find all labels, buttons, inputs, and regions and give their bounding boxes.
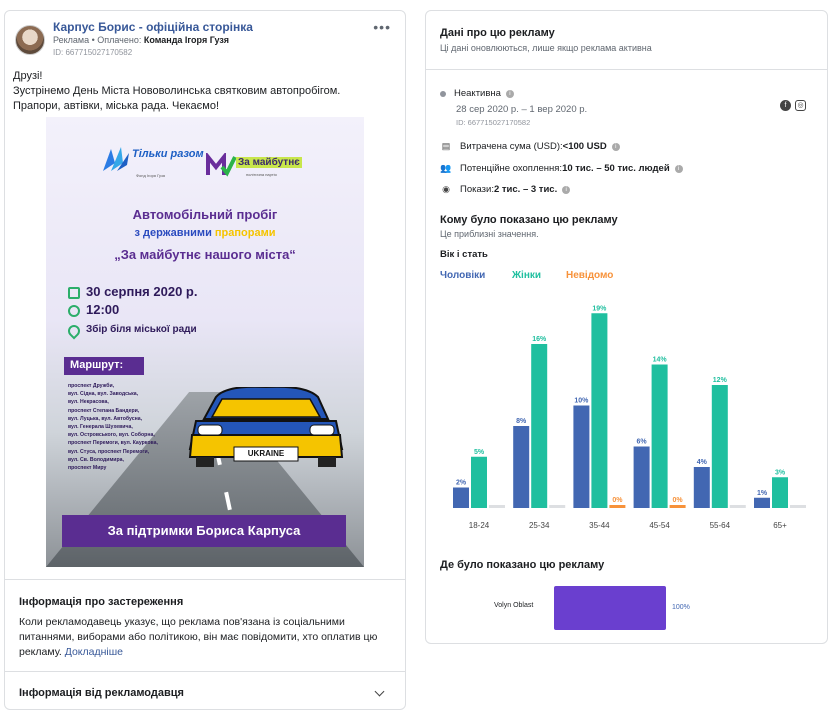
data-label: 2% xyxy=(455,479,467,487)
page-avatar[interactable] xyxy=(15,25,45,55)
poster-title-2b: прапорами xyxy=(214,227,276,239)
run-dates: 28 сер 2020 р. – 1 вер 2020 р. xyxy=(456,104,588,115)
post-text xyxy=(13,69,403,114)
more-options-button[interactable]: ••• xyxy=(373,19,391,35)
age-gender-label: Вік і стать xyxy=(440,249,488,260)
data-label: 0% xyxy=(672,497,683,504)
poster-title-2a: з державними xyxy=(134,227,215,239)
ad-creative-image[interactable] xyxy=(46,117,364,567)
advertiser-section[interactable] xyxy=(5,671,405,711)
bar-Чоловіки-35-44[interactable] xyxy=(573,406,589,509)
location-pin-icon xyxy=(66,323,83,340)
bar-Жінки-65+[interactable] xyxy=(772,477,788,508)
age-gender-chart xyxy=(426,289,827,539)
page-name-link[interactable]: Карпус Борис - офіційна сторінка xyxy=(53,20,253,34)
sponsored-prefix: Реклама • Оплачено: xyxy=(53,35,144,45)
location-bar[interactable] xyxy=(554,586,666,630)
data-label: 12% xyxy=(712,377,727,384)
impressions-value: 2 тис. – 3 тис. xyxy=(493,184,558,195)
za-maibutnie-logo-icon xyxy=(206,153,236,177)
x-tick-label: 18-24 xyxy=(468,521,490,530)
about-ad-title: Дані про цю рекламу xyxy=(440,27,555,39)
bar-Чоловіки-25-34[interactable] xyxy=(513,426,529,508)
bar-Чоловіки-18-24[interactable] xyxy=(453,488,469,509)
data-label: 19% xyxy=(592,305,607,313)
bar-Жінки-55-64[interactable] xyxy=(712,385,728,508)
poster-route-label: Маршрут: xyxy=(64,357,144,375)
clock-icon xyxy=(68,305,80,317)
poster-title-line3: „За майбутнє нашого міста“ xyxy=(114,247,296,262)
bar-Невідомо-45-54[interactable] xyxy=(670,505,686,508)
bar-Невідомо-35-44[interactable] xyxy=(609,505,625,508)
disclaimer-text xyxy=(19,615,389,660)
chevron-down-icon[interactable] xyxy=(375,687,385,697)
spend-label: Витрачена сума (USD): xyxy=(460,141,563,152)
x-tick-label: 35-44 xyxy=(589,521,610,530)
x-tick-label: 65+ xyxy=(773,521,787,530)
location-region: Volyn Oblast xyxy=(494,602,534,609)
ad-preview-card xyxy=(4,10,406,710)
reach-row xyxy=(440,163,683,174)
legend-women[interactable]: Жінки xyxy=(512,270,542,281)
data-label: 6% xyxy=(636,438,647,446)
audience-title: Кому було показано цю рекламу xyxy=(440,214,618,226)
legend-men[interactable]: Чоловіки xyxy=(440,270,486,281)
poster-route-text: проспект Дружби, вул. Сідна, вул. Заводська, вул. Некрасова, проспект Степана Бандери, вул. Луцька, вул. Автобусна, вул. Генерала Шухевича, вул. Островського, вул. Соборна, проспект Перемоги, вул. Кауркова, вул. Стуса, проспект Перемоги, вул. Св. Володимира, проспект Миру xyxy=(68,383,158,472)
advertiser-title: Інформація від рекламодавця xyxy=(19,687,184,699)
poster-title-line1: Автомобільний пробіг xyxy=(132,207,278,222)
bar-Жінки-18-24[interactable] xyxy=(471,457,487,508)
poster-banner: За підтримки Бориса Карпуса xyxy=(62,515,346,547)
data-label: 4% xyxy=(696,459,707,466)
learn-more-link[interactable]: Докладніше xyxy=(64,646,124,658)
data-label: 3% xyxy=(774,469,786,477)
ad-id: ID: 667715027170582 xyxy=(53,48,133,57)
bar-Жінки-35-44[interactable] xyxy=(591,313,607,508)
tilky-razom-logo-icon xyxy=(101,145,131,173)
license-plate: UKRAINE xyxy=(247,449,285,458)
logo-za-maibutnie: За майбутнє xyxy=(238,157,300,168)
status-text: Неактивна xyxy=(454,88,501,99)
data-label: 16% xyxy=(532,336,547,343)
data-label: 1% xyxy=(756,489,768,497)
info-icon[interactable]: i xyxy=(562,186,570,194)
reach-value: 10 тис. – 50 тис. людей xyxy=(562,163,670,174)
info-icon[interactable]: i xyxy=(506,90,514,98)
reach-label: Потенційне охоплення: xyxy=(460,163,563,174)
bar-Чоловіки-55-64[interactable] xyxy=(694,467,710,508)
poster-date: 30 серпня 2020 р. xyxy=(86,284,198,299)
poster-time: 12:00 xyxy=(86,302,120,317)
bar-Невідомо-25-34[interactable] xyxy=(549,505,565,508)
sponsor-name: Команда Ігоря Гузя xyxy=(143,35,230,45)
audience-subtitle: Це приблизні значення. xyxy=(440,229,539,239)
receipt-icon: ▤ xyxy=(441,141,451,151)
post-text-line: Зустрінемо День Міста Нововолинська святковим автопробігом. xyxy=(13,85,341,97)
location-value: 100% xyxy=(672,604,690,611)
data-label: 5% xyxy=(473,448,485,456)
facebook-icon: f xyxy=(780,100,791,111)
bar-Жінки-25-34[interactable] xyxy=(531,344,547,508)
data-label: 8% xyxy=(516,418,527,425)
data-label: 10% xyxy=(574,397,589,405)
poster-title-line2 xyxy=(46,227,364,239)
info-icon[interactable]: i xyxy=(675,165,683,173)
disclaimer-section xyxy=(5,579,405,671)
bar-Жінки-45-54[interactable] xyxy=(652,365,668,509)
info-icon[interactable]: i xyxy=(612,143,620,151)
post-text-line: Друзі! xyxy=(13,70,43,82)
calendar-icon xyxy=(68,287,80,299)
x-tick-label: 55-64 xyxy=(709,521,731,530)
logo-tilky-razom-sub: Фонд Ігоря Гузя xyxy=(136,173,165,178)
location-title: Де було показано цю рекламу xyxy=(440,559,605,571)
spend-row xyxy=(440,141,620,152)
data-label: 0% xyxy=(612,497,623,504)
logo-tilky-razom: Тільки разом xyxy=(132,148,204,160)
logo-za-maibutnie-sub: політична партія xyxy=(246,172,277,177)
bar-Невідомо-55-64[interactable] xyxy=(730,505,746,508)
about-ad-subtitle: Ці дані оновлюються, лише якщо реклама активна xyxy=(440,43,652,53)
ad-details-card xyxy=(425,10,828,644)
poster-place: Збір біля міської ради xyxy=(86,324,197,335)
bar-Чоловіки-45-54[interactable] xyxy=(634,447,650,509)
status-dot-icon xyxy=(440,91,446,97)
impressions-row xyxy=(440,184,570,195)
sponsored-line xyxy=(53,35,229,45)
bar-Невідомо-18-24[interactable] xyxy=(489,505,505,508)
legend-unknown[interactable]: Невідомо xyxy=(566,270,614,281)
data-label: 14% xyxy=(652,356,667,364)
x-tick-label: 45-54 xyxy=(649,521,670,530)
disclaimer-body: Коли рекламодавець указує, що реклама пов'язана із соціальними питаннями, виборами або політикою, він має повідомити, хто оплатив цю рекламу. xyxy=(19,616,378,658)
impressions-label: Покази: xyxy=(460,184,494,195)
spend-value: <100 USD xyxy=(562,141,607,152)
status-row xyxy=(440,88,514,99)
people-icon: 👥 xyxy=(440,163,452,173)
instagram-icon: ◎ xyxy=(795,100,806,111)
details-ad-id: ID: 667715027170582 xyxy=(456,118,531,127)
bar-Невідомо-65+[interactable] xyxy=(790,505,806,508)
bar-Чоловіки-65+[interactable] xyxy=(754,498,770,508)
disclaimer-title: Інформація про застереження xyxy=(19,596,184,608)
divider xyxy=(426,69,827,70)
x-tick-label: 25-34 xyxy=(528,521,550,530)
eye-icon: ◉ xyxy=(442,184,450,194)
post-text-line: Прапори, автівки, міська рада. Чекаємо! xyxy=(13,100,220,112)
